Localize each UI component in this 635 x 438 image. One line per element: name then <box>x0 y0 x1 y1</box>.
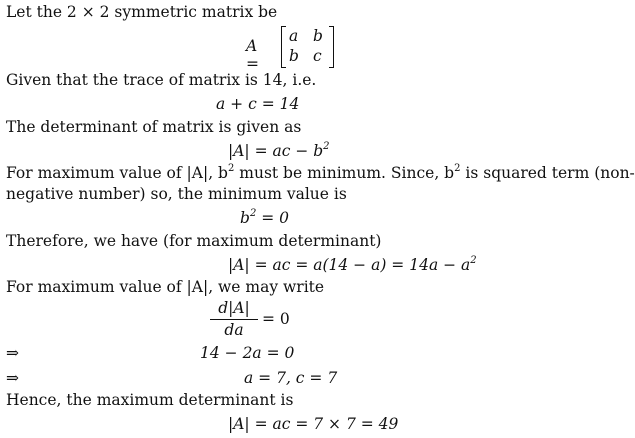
max-value-exp-2: 2 <box>454 163 461 174</box>
max-determinant-body: |A| = ac = a(14 − a) = 14a − a <box>228 256 471 274</box>
therefore-text: Therefore, we have (for maximum determinant) <box>6 232 382 250</box>
trace-text: Given that the trace of matrix is 14, i.e. <box>6 71 317 89</box>
determinant-text: The determinant of matrix is given as <box>6 118 302 136</box>
derivative-numerator: d|A| <box>210 298 258 320</box>
b-squared-exponent: 2 <box>249 208 257 219</box>
final-determinant-equation: |A| = ac = 7 × 7 = 49 <box>228 415 399 433</box>
hence-text: Hence, the maximum determinant is <box>6 391 294 409</box>
matrix-cell-b-top: b <box>313 27 323 45</box>
b-squared-rhs: = 0 <box>256 209 290 227</box>
implies-arrow-1: ⇒ <box>6 344 19 362</box>
max-value-part-a: For maximum value of |A|, b <box>6 164 228 182</box>
intro-text: Let the 2 × 2 symmetric matrix be <box>6 3 278 21</box>
trace-equation: a + c = 14 <box>216 95 300 113</box>
matrix-left-bracket <box>281 26 286 68</box>
max-value-line-1 <box>6 163 635 183</box>
max-value-line-2: negative number) so, the minimum value is <box>6 185 347 203</box>
max-determinant-equation <box>228 255 477 275</box>
determinant-exponent: 2 <box>323 141 330 152</box>
max-value-part-b: must be minimum. Since, b <box>234 164 455 182</box>
implies-arrow-2: ⇒ <box>6 369 19 387</box>
determinant-equation-body: |A| = ac − b <box>228 142 324 160</box>
determinant-equation <box>228 141 330 161</box>
matrix-cell-c: c <box>313 47 322 65</box>
b-squared-base: b <box>240 209 250 227</box>
matrix-lhs: A = <box>246 37 259 73</box>
matrix-cell-a: a <box>289 27 299 45</box>
equation-14-minus-2a: 14 − 2a = 0 <box>200 344 295 362</box>
matrix-cell-b-bottom: b <box>289 47 299 65</box>
max-value-part-c: is squared term (non- <box>460 164 635 182</box>
derivative-rhs: = 0 <box>262 310 290 328</box>
write-text: For maximum value of |A|, we may write <box>6 278 325 296</box>
max-value-exp-1: 2 <box>227 163 235 174</box>
max-determinant-exponent: 2 <box>470 255 477 266</box>
matrix-right-bracket <box>329 26 334 68</box>
derivative-denominator: da <box>224 321 244 339</box>
derivative-fraction <box>210 298 258 340</box>
equation-a-c-values: a = 7, c = 7 <box>244 369 338 387</box>
b-squared-equation <box>240 208 289 228</box>
